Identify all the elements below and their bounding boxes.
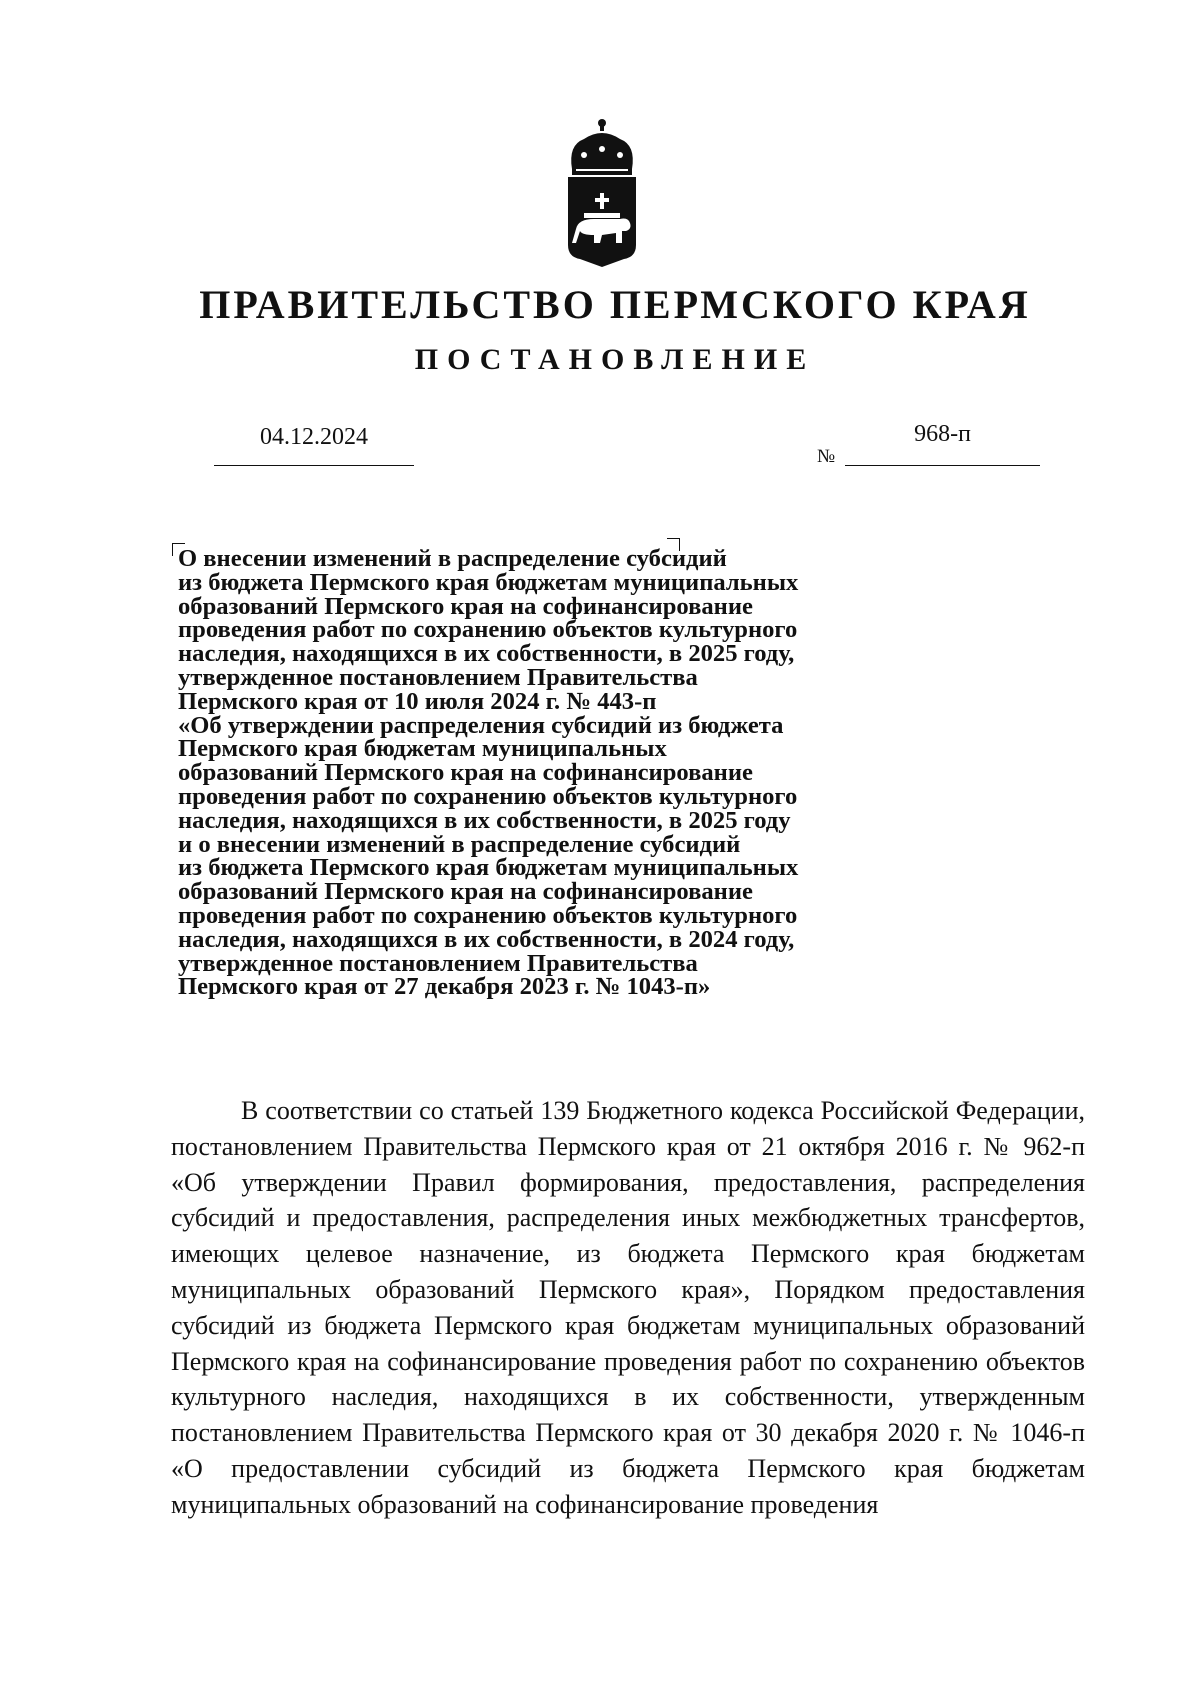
document-type-heading: ПОСТАНОВЛЕНИЕ xyxy=(414,343,816,376)
document-subject xyxy=(178,547,958,999)
number-sign: № xyxy=(817,446,836,467)
subject-line: наследия, находящихся в их собственности, в 2024 году, xyxy=(178,925,795,953)
subject-line: утвержденное постановлением Правительства xyxy=(178,663,698,691)
body-paragraph: В соответствии со статьей 139 Бюджетного кодекса Российской Федерации, постановлением Правительства Пермского края от 21 октября 2016 г. № 962-п «Об утверждении Правил формирования, предоставления, распределения субсидий и предоставления, распределения иных межбюджетных трансфертов, имеющих целевое назначение, из бюджета Пермского края бюджетам муниципальных образований Пермского края», Порядком предоставления субсидий из бюджета Пермского края бюджетам муниципальных образований Пермского края на софинансирование проведения работ по сохранению объектов культурного наследия, находящихся в их собственности, утвержденным постановлением Правительства Пермского края от 30 декабря 2020 г. № 1046-п «О предоставлении субсидий из бюджета Пермского края бюджетам муниципальных образований на софинансирование проведения xyxy=(171,1096,1085,1519)
subject-line: Пермского края бюджетам муниципальных xyxy=(178,735,667,763)
subject-line: образований Пермского края на софинансирование xyxy=(178,592,753,620)
subject-line: образований Пермского края на софинансирование xyxy=(178,878,753,906)
date-underline xyxy=(214,465,414,466)
perm-krai-coat-of-arms-icon xyxy=(564,117,640,269)
subject-line: наследия, находящихся в их собственности, в 2025 году, xyxy=(178,640,795,668)
document-date: 04.12.2024 xyxy=(260,424,368,450)
subject-line: Пермского края от 10 июля 2024 г. № 443-п xyxy=(178,687,657,715)
subject-line: и о внесении изменений в распределение субсидий xyxy=(178,830,741,858)
document-number: 968-п xyxy=(914,421,971,447)
subject-line: образований Пермского края на софинансирование xyxy=(178,759,753,787)
subject-line: наследия, находящихся в их собственности, в 2025 году xyxy=(178,806,791,834)
organization-title: ПРАВИТЕЛЬСТВО ПЕРМСКОГО КРАЯ xyxy=(199,282,1031,327)
subject-line: проведения работ по сохранению объектов культурного xyxy=(178,901,798,929)
subject-line: «Об утверждении распределения субсидий из бюджета xyxy=(178,711,784,739)
subject-line: из бюджета Пермского края бюджетам муниципальных xyxy=(178,854,799,882)
subject-line: О внесении изменений в распределение субсидий xyxy=(178,545,727,572)
subject-line: проведения работ по сохранению объектов культурного xyxy=(178,616,798,644)
number-underline xyxy=(845,465,1040,466)
subject-line: утвержденное постановлением Правительства xyxy=(178,949,698,977)
subject-line: проведения работ по сохранению объектов культурного xyxy=(178,782,798,810)
subject-line: из бюджета Пермского края бюджетам муниципальных xyxy=(178,568,799,596)
subject-line: Пермского края от 27 декабря 2023 г. № 1043-п» xyxy=(178,973,711,1001)
